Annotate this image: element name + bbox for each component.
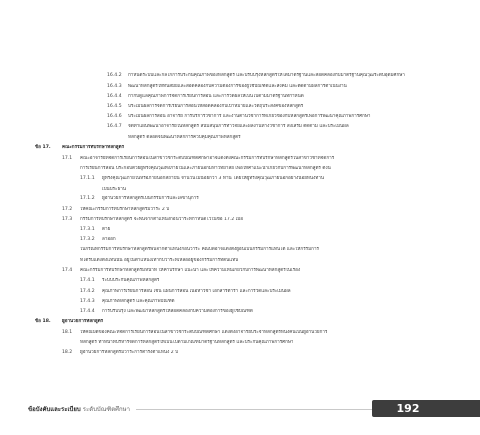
clause-text: คณะอาจารย์ที่จัดการเรียนการสอนในสาขาวิชาระดับบัณฑิตศึกษาอาจแต่งตั้งคณะกรรมการที่ปรึกษาหลักสูตรในสาขาวิชาที่จัดการ (80, 156, 335, 161)
footer-title (28, 404, 130, 414)
clause-text: ให้คณะกรรมการที่ปรึกษาหลักสูตรมีวาระ 2 ปี (80, 207, 170, 212)
clause-text: ที่ได้รับแต่งตั้งแทนนั้น อยู่ในตำแหน่งเท่ากับวาระที่เหลืออยู่ของกรรมการที่ตนแทน (80, 258, 239, 263)
clause-number: 16.4.6 (107, 114, 122, 119)
clause-text: ในกรณีที่กรรมการที่ปรึกษาหลักสูตรพ้นจากตำแหน่งก่อนวาระ คณบดีอาจแต่งตั้งผู้อื่นเป็นกรรมการแทนได้ และให้กรรมการ (80, 247, 320, 252)
clause-number: 17.1.2 (80, 196, 95, 201)
clause-text: ประเมินผลการจัดการเรียนการสอนให้สอดคล้องกับเป้าหมายและวัตถุประสงค์ของหลักสูตร (128, 104, 304, 109)
clause-number: 16.4.2 (107, 73, 122, 78)
clause-number: 17.3.2 (80, 237, 95, 242)
footer-divider (136, 409, 372, 410)
clause-text: คุณภาพหลักสูตร และคุณภาพบัณฑิต (102, 299, 175, 304)
clause-number: 16.4.4 (107, 94, 122, 99)
section-heading: คณะกรรมการที่ปรึกษาหลักสูตร (62, 145, 125, 150)
clause-number: 17.1.1 (80, 176, 95, 181)
page-number-box-tail (444, 400, 480, 417)
clause-text: ตาย (102, 227, 111, 232)
footer-title-text: ข้อบังคับและระเบียบ (28, 406, 81, 413)
clause-text: การเรียนการสอน ประกอบด้วยผู้ทรงคุณวุฒิทั้งภายในและภายนอกมหาวิทยาลัย เพื่อให้คำแนะนำเกี่ยวกับการพัฒนาหลักสูตร ดังนี้ (80, 166, 331, 171)
clause-number: 17.4.3 (80, 299, 95, 304)
clause-text: ลาออก (102, 237, 116, 242)
clause-text: การปรับปรุง และพัฒนาหลักสูตรให้สอดคล้องกับความต้องการของผู้ใช้บัณฑิต (102, 309, 253, 314)
clause-number: 17.2 (62, 207, 73, 212)
clause-number: 18.1 (62, 330, 73, 335)
clause-text: ผู้ทรงคุณวุฒิภายในหรือภายนอกสถาบัน จำนวนไม่น้อยกว่า 3 ท่าน โดยให้ผู้ทรงคุณวุฒิภายนอกอย่างน้อยหนึ่งท่าน (102, 176, 325, 181)
clause-number: 16.4.5 (107, 104, 122, 109)
clause-text: ผู้อำนวยการหลักสูตรมีวาระการดำรงตำแหน่ง 2 ปี (80, 350, 179, 355)
clause-number: 17.1 (62, 156, 73, 161)
clause-text: กรรมการที่ปรึกษาหลักสูตร จะพ้นจากตำแหน่งก่อนวาระที่กำหนดไว้ในข้อ 17.2 เมื่อ (80, 217, 244, 222)
clause-number: 16.4.7 (107, 124, 122, 129)
page-number: 192 (396, 402, 420, 415)
clause-text: กำกับดูแลคุณภาพการจัดการเรียนการสอน และการวัดผลให้เป็นไปตามมาตรฐานที่กำหนด (128, 94, 304, 99)
clause-text: คณะกรรมการที่ปรึกษาหลักสูตรมีหน้าที่ ให้คำปรึกษา แนะนำ และให้ความเห็นเกี่ยวกับการพัฒนาหลักสูตรในเรื่อง (80, 268, 301, 273)
clause-text: ระบบประกันคุณภาพหลักสูตร (102, 278, 160, 283)
clause-text: คุณภาพการเรียนการสอน เช่น แผนการสอน เนื้อหาวิชา เอกสารตำรา และการวัดและประเมินผล (102, 289, 291, 294)
clause-text: หลักสูตร ตลอดจนพัฒนาหลักการควบคุมคุณภาพหลักสูตร (128, 135, 241, 140)
clause-text: กำหนดระบบและกลไกการประกันคุณภาพของหลักสูตร และปรับปรุงหลักสูตรให้ได้มาตรฐานและสอดคล้องกับมาตรฐานคุณวุฒิระดับอุดมศึกษา (128, 73, 405, 78)
clause-number: ข้อ 18. (35, 319, 51, 324)
clause-text: พัฒนาหลักสูตรให้ทันสมัยและสอดคล้องกับความต้องการของผู้ใช้บัณฑิตและสังคม และติดตามผลการดำเนินงาน (128, 84, 347, 89)
clause-number: 17.4.2 (80, 289, 95, 294)
clause-number: 17.4 (62, 268, 73, 273)
clause-text: จัดทำแผนพัฒนาอาจารย์ในหลักสูตร สนับสนุนการทำวิจัยและผลงานทางวิชาการ ส่งเสริม ติดตาม และประเมินผล (128, 124, 349, 129)
clause-number: 16.4.3 (107, 84, 122, 89)
clause-text: เป็นประธาน (102, 187, 127, 192)
clause-number: 17.3 (62, 217, 73, 222)
clause-number: 17.4.4 (80, 309, 95, 314)
clause-number: ข้อ 17. (35, 145, 51, 150)
clause-text: ให้คณบดีของคณะที่จัดการเรียนการสอนในสาขาวิชาระดับบัณฑิตศึกษา แต่งตั้งอาจารย์ประจำหลักสูตรหนึ่งคนเป็นผู้อำนวยการ (80, 330, 328, 335)
clause-number: 17.3.1 (80, 227, 95, 232)
section-heading: ผู้อำนวยการหลักสูตร (62, 319, 104, 324)
clause-text: หลักสูตร ทำหน้าที่บริหารจัดการหลักสูตรให้เป็นไปตามเกณฑ์มาตรฐานหลักสูตร และประกันคุณภาพการศึกษา (80, 340, 294, 345)
clause-number: 18.2 (62, 350, 73, 355)
footer-subtitle: ระดับบัณฑิตศึกษา (82, 406, 130, 413)
clause-text: ผู้อำนวยการหลักสูตรเป็นกรรมการและเลขานุการ (102, 196, 199, 201)
clause-number: 17.4.1 (80, 278, 95, 283)
clause-text: ประเมินผลการสอน อาจารย์ การบริการวิชาการ และงานด้านวิชาการที่เกี่ยวข้องกับหลักสูตรเพื่อการพัฒนาคุณภาพการศึกษา (128, 114, 371, 119)
